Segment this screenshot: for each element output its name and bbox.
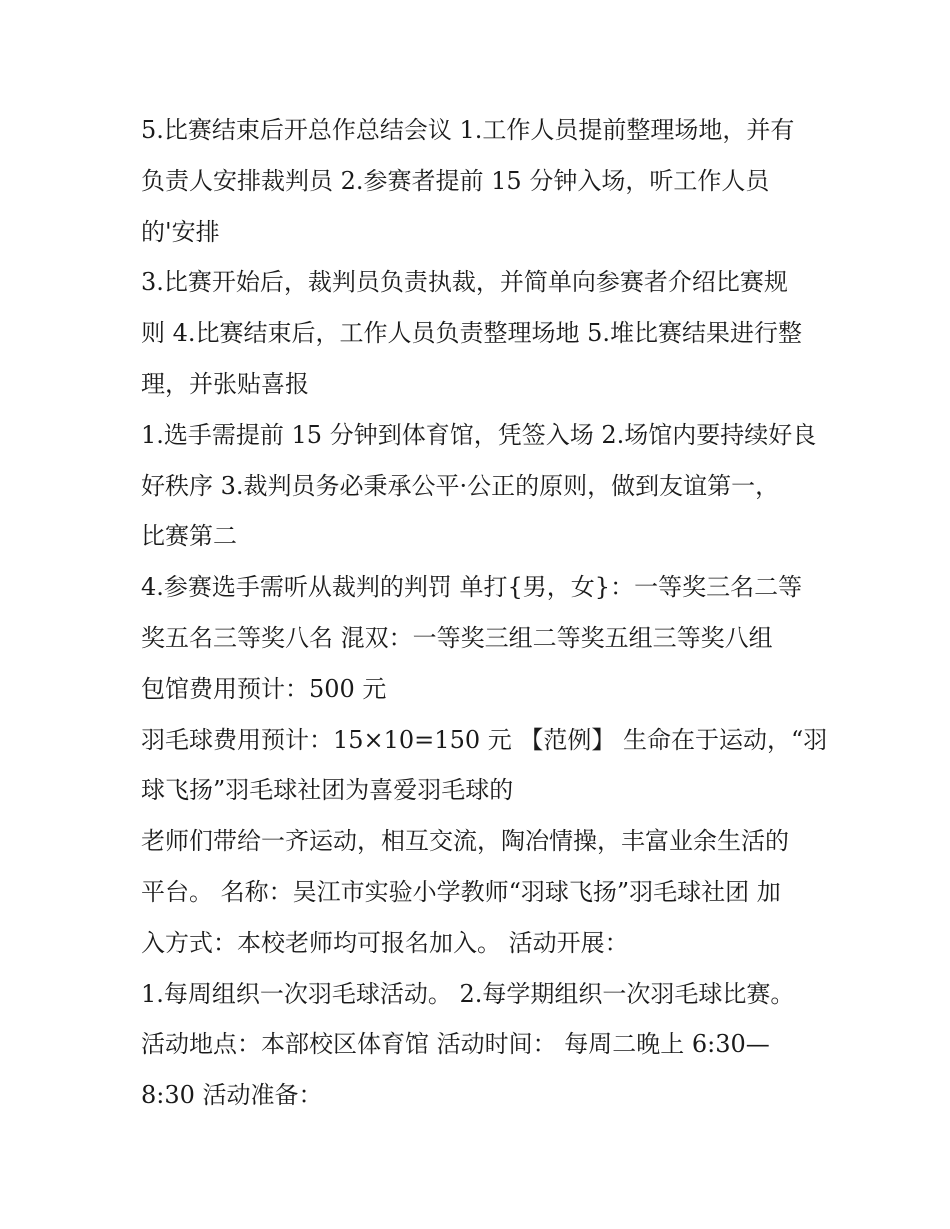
text-line: 老师们带给一齐运动，相互交流，陶冶情操，丰富业余生活的 <box>141 827 789 856</box>
text-line: 则 4.比赛结束后，工作人员负责整理场地 5.堆比赛结果进行整 <box>141 319 803 348</box>
text-line: 包馆费用预计：500 元 <box>141 674 387 703</box>
document-body <box>141 112 828 1128</box>
text-line: 奖五名三等奖八名 混双：一等奖三组二等奖五组三等奖八组 <box>141 623 773 652</box>
text-line: 5.比赛结束后开总作总结会议 1.工作人员提前整理场地，并有 <box>141 116 795 144</box>
text-line: 8:30 活动准备： <box>141 1081 323 1110</box>
text-line: 平台。 名称：吴江市实验小学教师“羽球飞扬”羽毛球社团 加 <box>141 877 781 906</box>
text-line: 活动地点：本部校区体育馆 活动时间： 每周二晚上 6:30— <box>141 1030 770 1059</box>
text-line: 球飞扬”羽毛球社团为喜爱羽毛球的 <box>141 776 514 805</box>
text-line: 羽毛球费用预计：15×10=150 元 【范例】 生命在于运动，“羽 <box>141 725 828 754</box>
text-line: 理，并张贴喜报 <box>141 369 309 398</box>
text-line: 比赛第二 <box>141 522 237 551</box>
text-line: 1.每周组织一次羽毛球活动。 2.每学期组织一次羽毛球比赛。 <box>141 979 795 1008</box>
text-line: 好秩序 3.裁判员务必秉承公平·公正的原则，做到友谊第一， <box>141 471 780 500</box>
text-line: 的'安排 <box>141 217 220 246</box>
text-line: 负责人安排裁判员 2.参赛者提前 15 分钟入场，听工作人员 <box>141 166 770 195</box>
text-line: 入方式：本校老师均可报名加入。 活动开展： <box>141 928 629 957</box>
text-line: 4.参赛选手需听从裁判的判罚 单打{男，女}：一等奖三名二等 <box>141 573 803 602</box>
text-line: 3.比赛开始后，裁判员负责执裁，并简单向参赛者介绍比赛规 <box>141 268 788 297</box>
text-line: 1.选手需提前 15 分钟到体育馆，凭签入场 2.场馆内要持续好良 <box>141 420 817 449</box>
